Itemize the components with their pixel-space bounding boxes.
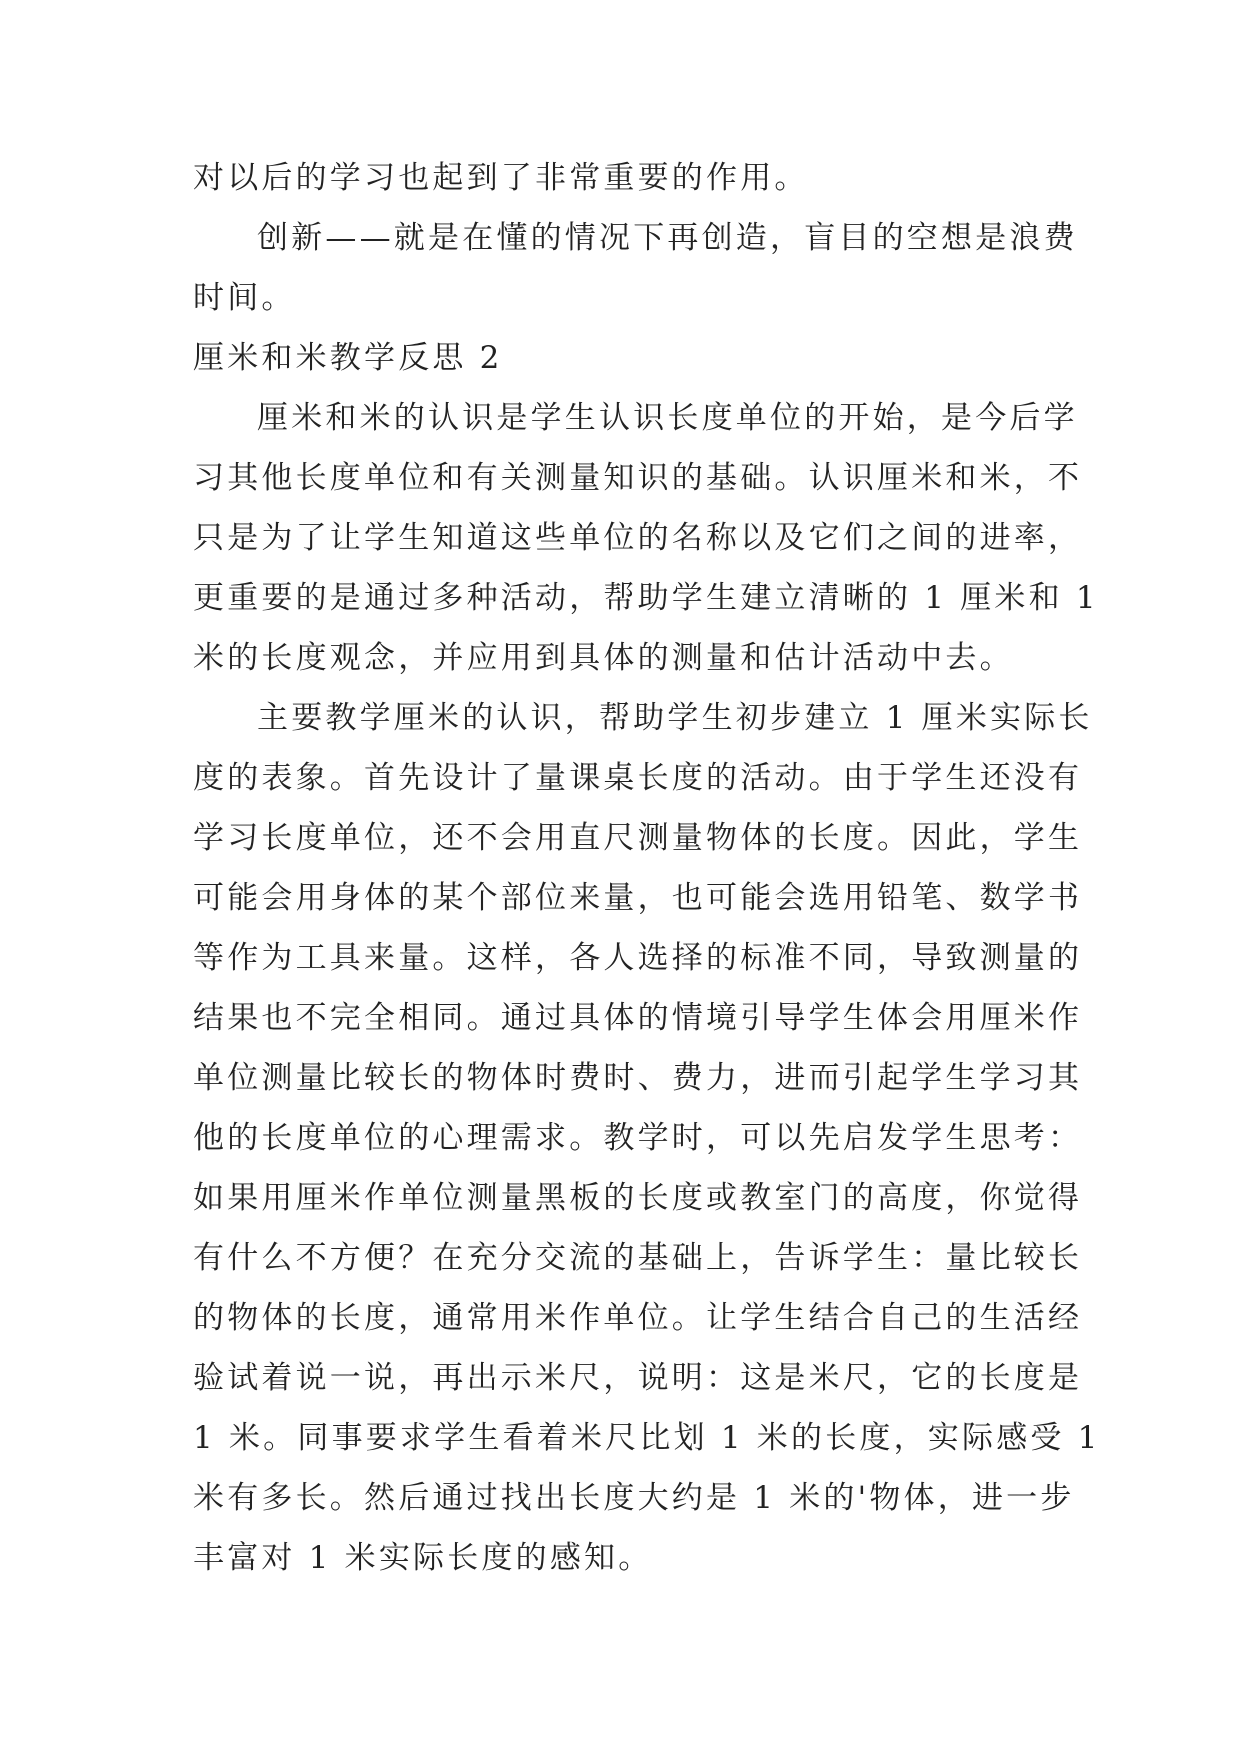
- text-line: 厘米和米的认识是学生认识长度单位的开始，是今后学: [257, 400, 1078, 436]
- text-line: 厘米和米教学反思 2: [193, 340, 503, 376]
- text-line: 等作为工具来量。这样，各人选择的标准不同，导致测量的: [193, 940, 1083, 976]
- text-line: 对以后的学习也起到了非常重要的作用。: [193, 160, 809, 196]
- text-line: 时间。: [193, 280, 296, 316]
- text-line: 习其他长度单位和有关测量知识的基础。认识厘米和米，不: [193, 460, 1083, 496]
- text-line: 1 米。同事要求学生看着米尺比划 1 米的长度，实际感受 1: [193, 1420, 1101, 1456]
- text-line: 他的长度单位的心理需求。教学时，可以先启发学生思考：: [193, 1120, 1083, 1156]
- text-line: 可能会用身体的某个部位来量，也可能会选用铅笔、数学书: [193, 880, 1083, 916]
- text-line: 只是为了让学生知道这些单位的名称以及它们之间的进率，: [193, 520, 1083, 556]
- text-line: 度的表象。首先设计了量课桌长度的活动。由于学生还没有: [193, 760, 1083, 796]
- text-line: 有什么不方便？在充分交流的基础上，告诉学生：量比较长: [193, 1240, 1083, 1276]
- text-line: 如果用厘米作单位测量黑板的长度或教室门的高度，你觉得: [193, 1180, 1083, 1216]
- text-line: 验试着说一说，再出示米尺，说明：这是米尺，它的长度是: [193, 1360, 1083, 1396]
- text-line: 单位测量比较长的物体时费时、费力，进而引起学生学习其: [193, 1060, 1083, 1096]
- text-line: 创新——就是在懂的情况下再创造，盲目的空想是浪费: [257, 220, 1078, 256]
- text-line: 更重要的是通过多种活动，帮助学生建立清晰的 1 厘米和 1: [193, 580, 1099, 616]
- text-line: 主要教学厘米的认识，帮助学生初步建立 1 厘米实际长: [257, 700, 1093, 736]
- text-line: 米的长度观念，并应用到具体的测量和估计活动中去。: [193, 640, 1014, 676]
- text-line: 丰富对 1 米实际长度的感知。: [193, 1540, 653, 1576]
- text-line: 的物体的长度，通常用米作单位。让学生结合自己的生活经: [193, 1300, 1083, 1336]
- text-line: 结果也不完全相同。通过具体的情境引导学生体会用厘米作: [193, 1000, 1083, 1036]
- text-line: 学习长度单位，还不会用直尺测量物体的长度。因此，学生: [193, 820, 1083, 856]
- text-line: 米有多长。然后通过找出长度大约是 1 米的'物体，进一步: [193, 1480, 1075, 1516]
- document-body: [193, 148, 1101, 1588]
